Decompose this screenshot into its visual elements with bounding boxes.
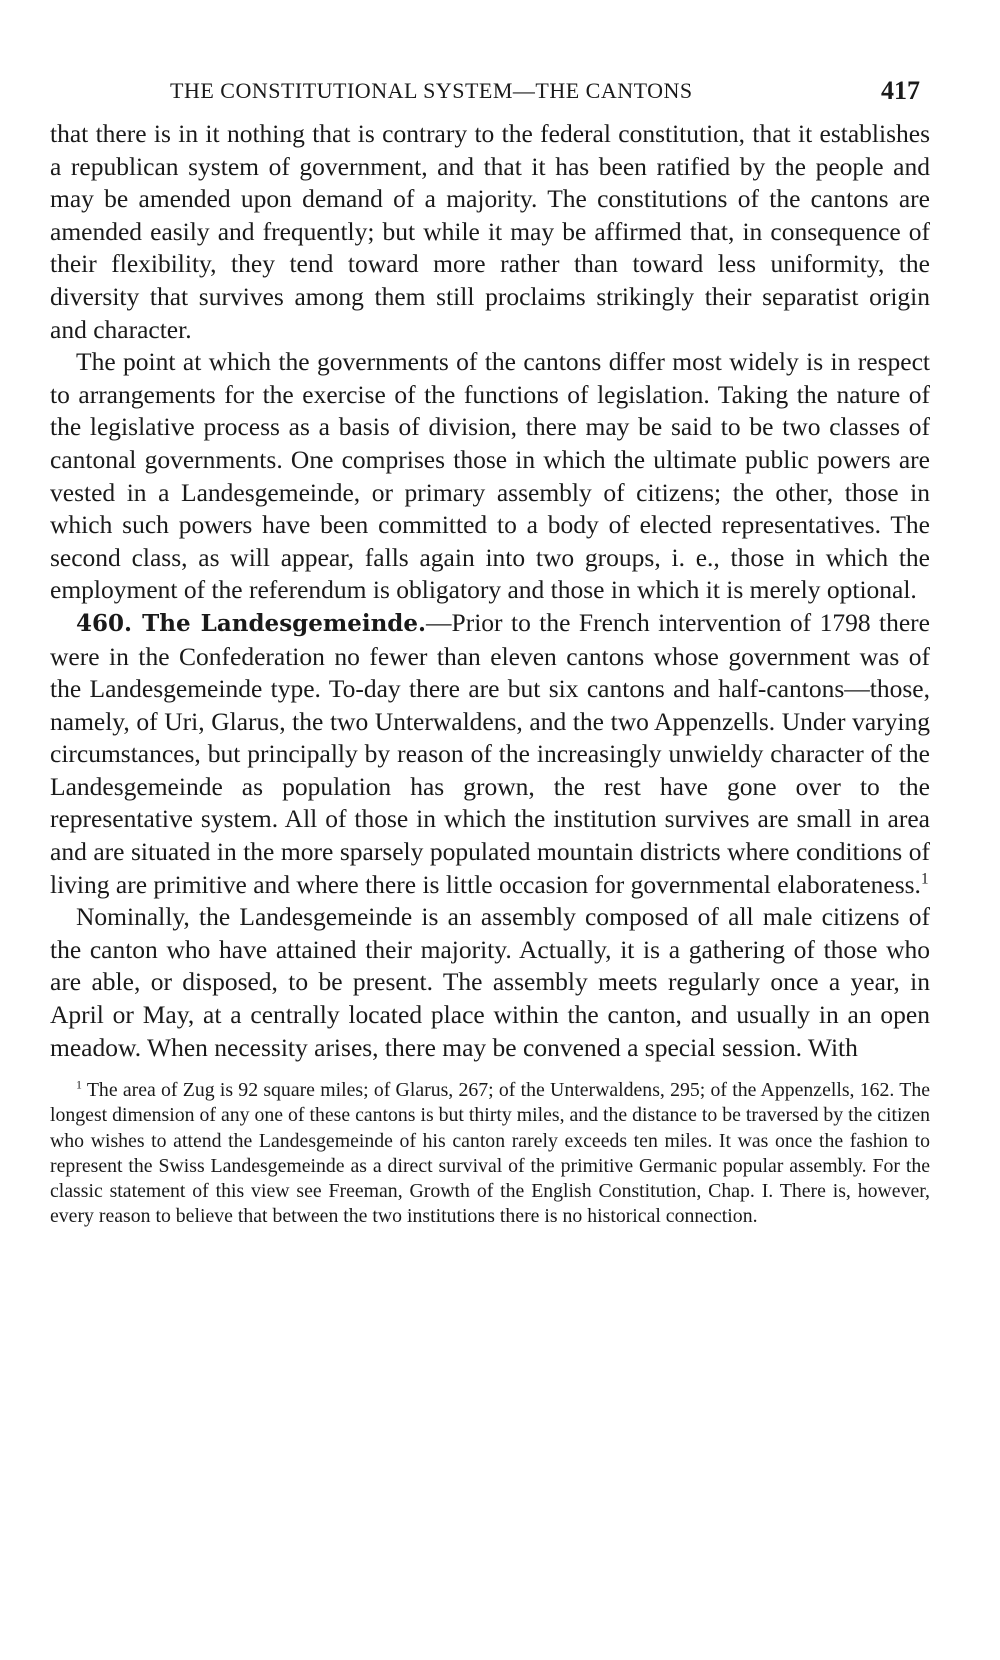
page-number: 417 — [881, 76, 920, 105]
paragraph-text: —Prior to the French intervention of 1798 there were in the Confederation no fewer than eleven cantons whose government was of the Landesgemeinde type. To-day there are but six cantons and half-cantons—those, namely, of Uri, Glarus, the two Unterwaldens, and the two Appenzells. Under varying circumstances, but principally by reason of the increasingly unwieldy character of the Landesgemeinde as population has grown, the rest have gone over to the representative system. All of those in which the institution survives are small in area and are situated in the more sparsely populated mountain districts where conditions of living are primitive and where there is little occasion for governmental elaborateness. — [50, 607, 930, 899]
footnote-marker: 1 — [76, 1077, 82, 1092]
paragraph — [50, 901, 930, 1064]
paragraph-continuation — [50, 118, 930, 346]
section-heading: 460. The Landesgemeinde. — [76, 609, 427, 637]
paragraph — [50, 346, 930, 607]
footnote-text: The area of Zug is 92 square miles; of Glarus, 267; of the Unterwaldens, 295; of the Appenzells, 162. The longest dimension of any one of these cantons is but thirty miles, and the distance to be traversed by the citizen who wishes to attend the Landesgemeinde of his canton rarely exceeds ten miles. It was once the fashion to represent the Swiss Landesgemeinde as a direct survival of the primitive Germanic popular assembly. For the classic statement of this view see Freeman, Growth of the English Constitution, Chap. I. There is, however, every reason to believe that between the two institutions there is no historical connection. — [50, 1079, 930, 1228]
body-text — [50, 118, 930, 1064]
paragraph-text: that there is in it nothing that is contrary to the federal constitution, that it establishes a republican system of government, and that it has been ratified by the people and may be amended upon demand of a majority. The constitutions of the cantons are amended easily and frequently; but while it may be affirmed that, in consequence of their flexibility, they tend toward more rather than toward less uniformity, the diversity that survives among them still proclaims strikingly their separatist origin and character. — [50, 119, 930, 344]
footnote — [50, 1078, 930, 1229]
paragraph-text: The point at which the governments of the cantons differ most widely is in respect to arrangements for the exercise of the functions of legislation. Taking the nature of the legislative process as a basis of division, there may be said to be two classes of cantonal governments. One comprises those in which the ultimate public powers are vested in a Landesgemeinde, or primary assembly of citizens; the other, those in which such powers have been committed to a body of elected representatives. The second class, as will appear, falls again into two groups, i. e., those in which the employment of the referendum is obligatory and those in which it is merely optional. — [50, 347, 930, 605]
footnotes — [50, 1078, 930, 1229]
paragraph-section-460 — [50, 607, 930, 901]
book-page — [50, 70, 930, 1229]
running-title: THE CONSTITUTIONAL SYSTEM—THE CANTONS — [170, 78, 693, 103]
footnote-reference: 1 — [920, 870, 929, 888]
paragraph-text: Nominally, the Landesgemeinde is an assembly composed of all male citizens of the canton who have attained their majority. Actually, it is a gathering of those who are able, or disposed, to be present. The assembly meets regularly once a year, in April or May, at a centrally located place within the canton, and usually in an open meadow. When necessity arises, there may be convened a special session. With — [50, 902, 930, 1062]
running-header — [50, 70, 930, 114]
